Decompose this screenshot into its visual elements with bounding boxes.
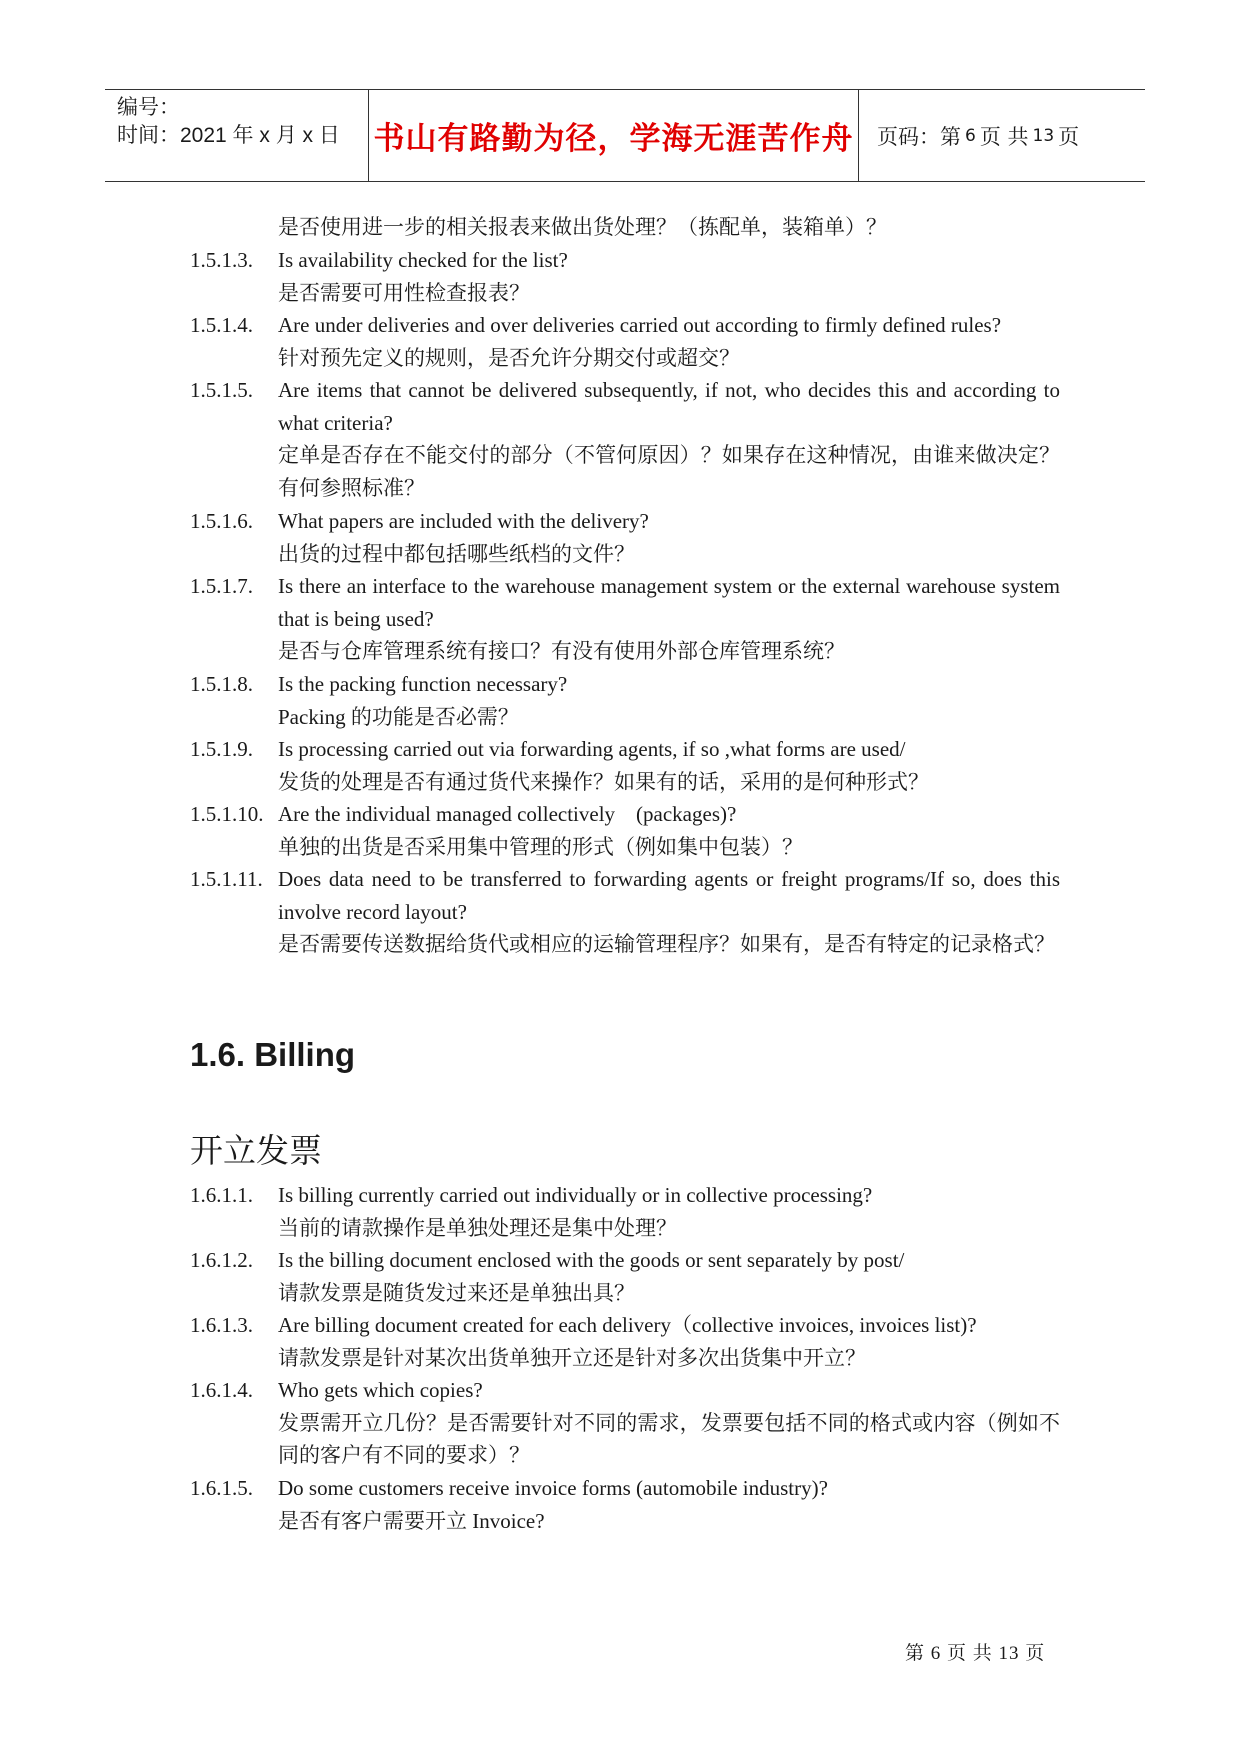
- item-cn: 是否需要传送数据给货代或相应的运输管理程序？如果有，是否有特定的记录格式？: [278, 932, 1055, 956]
- list-item: [190, 570, 1060, 668]
- list-item: [190, 1472, 1060, 1537]
- item-number: 1.5.1.8.: [190, 672, 253, 696]
- page-number: 6: [965, 125, 976, 146]
- page-total: 13: [1032, 125, 1055, 146]
- header-left-cell: [105, 90, 369, 181]
- list-item: [190, 1179, 1060, 1244]
- item-en: Is billing currently carried out individually or in collective processing?: [278, 1183, 873, 1207]
- item-number: 1.5.1.5.: [190, 378, 253, 402]
- page-suffix: 页: [1058, 124, 1080, 149]
- header-middle-cell: [369, 90, 859, 181]
- item-number: 1.6.1.5.: [190, 1476, 253, 1500]
- item-en: Are under deliveries and over deliveries carried out according to firmly defined rules?: [278, 313, 1002, 337]
- item-cn: 出货的过程中都包括哪些纸档的文件？: [278, 541, 635, 566]
- item-en: Does data need to be transferred to forwarding agents or freight programs/If so, does this involve record layout?: [278, 867, 1060, 924]
- list-item: [190, 798, 1060, 863]
- item-number: 1.5.1.4.: [190, 313, 253, 337]
- item-number: 1.6.1.3.: [190, 1313, 253, 1337]
- page-mid: 页 共: [979, 124, 1029, 149]
- slogan: 书山有路勤为径，学海无涯苦作舟: [373, 121, 854, 157]
- continued-line: 是否使用进一步的相关报表来做出货处理？（拣配单，装箱单）？: [278, 215, 887, 239]
- item-cn: 是否需要可用性检查报表？: [278, 280, 530, 305]
- item-cn: 请款发票是针对某次出货单独开立还是针对多次出货集中开立？: [278, 1345, 866, 1370]
- item-number: 1.5.1.11.: [190, 867, 263, 891]
- item-number: 1.6.1.4.: [190, 1378, 253, 1402]
- item-en: Is the packing function necessary?: [278, 672, 568, 696]
- item-number: 1.5.1.3.: [190, 248, 253, 272]
- page-prefix: 页码：第: [877, 124, 961, 149]
- list-item: [190, 505, 1060, 570]
- date-text: 时间：2021 年 x 月 x 日: [117, 124, 340, 147]
- item-en: Are items that cannot be delivered subsequently, if not, who decides this and according to what criteria?: [278, 378, 1060, 435]
- item-en: What papers are included with the delivery?: [278, 509, 649, 533]
- serial-label: 编号：: [117, 96, 180, 119]
- item-number: 1.6.1.2.: [190, 1248, 253, 1272]
- item-number: 1.6.1.1.: [190, 1183, 253, 1207]
- item-cn: 单独的出货是否采用集中管理的形式（例如集中包装）？: [278, 834, 803, 859]
- item-number: 1.5.1.7.: [190, 574, 253, 598]
- item-en: Is there an interface to the warehouse management system or the external warehouse system that is being used?: [278, 574, 1060, 631]
- item-en: Is processing carried out via forwarding agents, if so ,what forms are used/: [278, 737, 906, 761]
- item-cn: 发票需开立几份？是否需要针对不同的需求，发票要包括不同的格式或内容（例如不同的客户有不同的要求）？: [278, 1410, 1060, 1467]
- section-heading-cn: 开立发票: [190, 1131, 322, 1170]
- list-item: [190, 1309, 1060, 1374]
- item-number: 1.5.1.9.: [190, 737, 253, 761]
- list-item: [190, 668, 1060, 733]
- item-number: 1.5.1.6.: [190, 509, 253, 533]
- page-footer: 第 6 页 共 13 页: [905, 1643, 1046, 1664]
- header-page-info: [859, 90, 1145, 181]
- list-item: [190, 1244, 1060, 1309]
- item-cn: 发货的处理是否有通过货代来操作？如果有的话，采用的是何种形式？: [278, 769, 929, 794]
- item-en: Is the billing document enclosed with the goods or sent separately by post/: [278, 1248, 905, 1272]
- item-en: Who gets which copies?: [278, 1378, 483, 1402]
- item-cn: Packing 的功能是否必需？: [278, 704, 519, 729]
- item-cn: 是否有客户需要开立 Invoice?: [278, 1508, 545, 1533]
- item-cn: 针对预先定义的规则，是否允许分期交付或超交？: [278, 345, 740, 370]
- list-item: [190, 863, 1060, 961]
- item-cn: 请款发票是随货发过来还是单独出具？: [278, 1280, 635, 1305]
- page-header: [105, 89, 1145, 182]
- list-item: [190, 374, 1060, 504]
- item-cn: 是否与仓库管理系统有接口？有没有使用外部仓库管理系统？: [278, 639, 845, 663]
- section-heading: 1.6. Billing: [190, 1036, 356, 1073]
- item-en: Is availability checked for the list?: [278, 248, 568, 272]
- item-cn: 当前的请款操作是单独处理还是集中处理？: [278, 1215, 677, 1240]
- list-item: [190, 244, 1060, 309]
- item-en: Are billing document created for each delivery（collective invoices, invoices list)?: [278, 1313, 977, 1337]
- item-en: Do some customers receive invoice forms (automobile industry)?: [278, 1476, 828, 1500]
- list-item: [190, 309, 1060, 374]
- list-item: [190, 1374, 1060, 1472]
- list-item: [190, 733, 1060, 798]
- item-en: Are the individual managed collectively (packages)?: [278, 802, 737, 826]
- item-cn: 定单是否存在不能交付的部分（不管何原因）？如果存在这种情况，由谁来做决定？有何参照标准？: [278, 443, 1060, 500]
- item-number: 1.5.1.10.: [190, 802, 264, 826]
